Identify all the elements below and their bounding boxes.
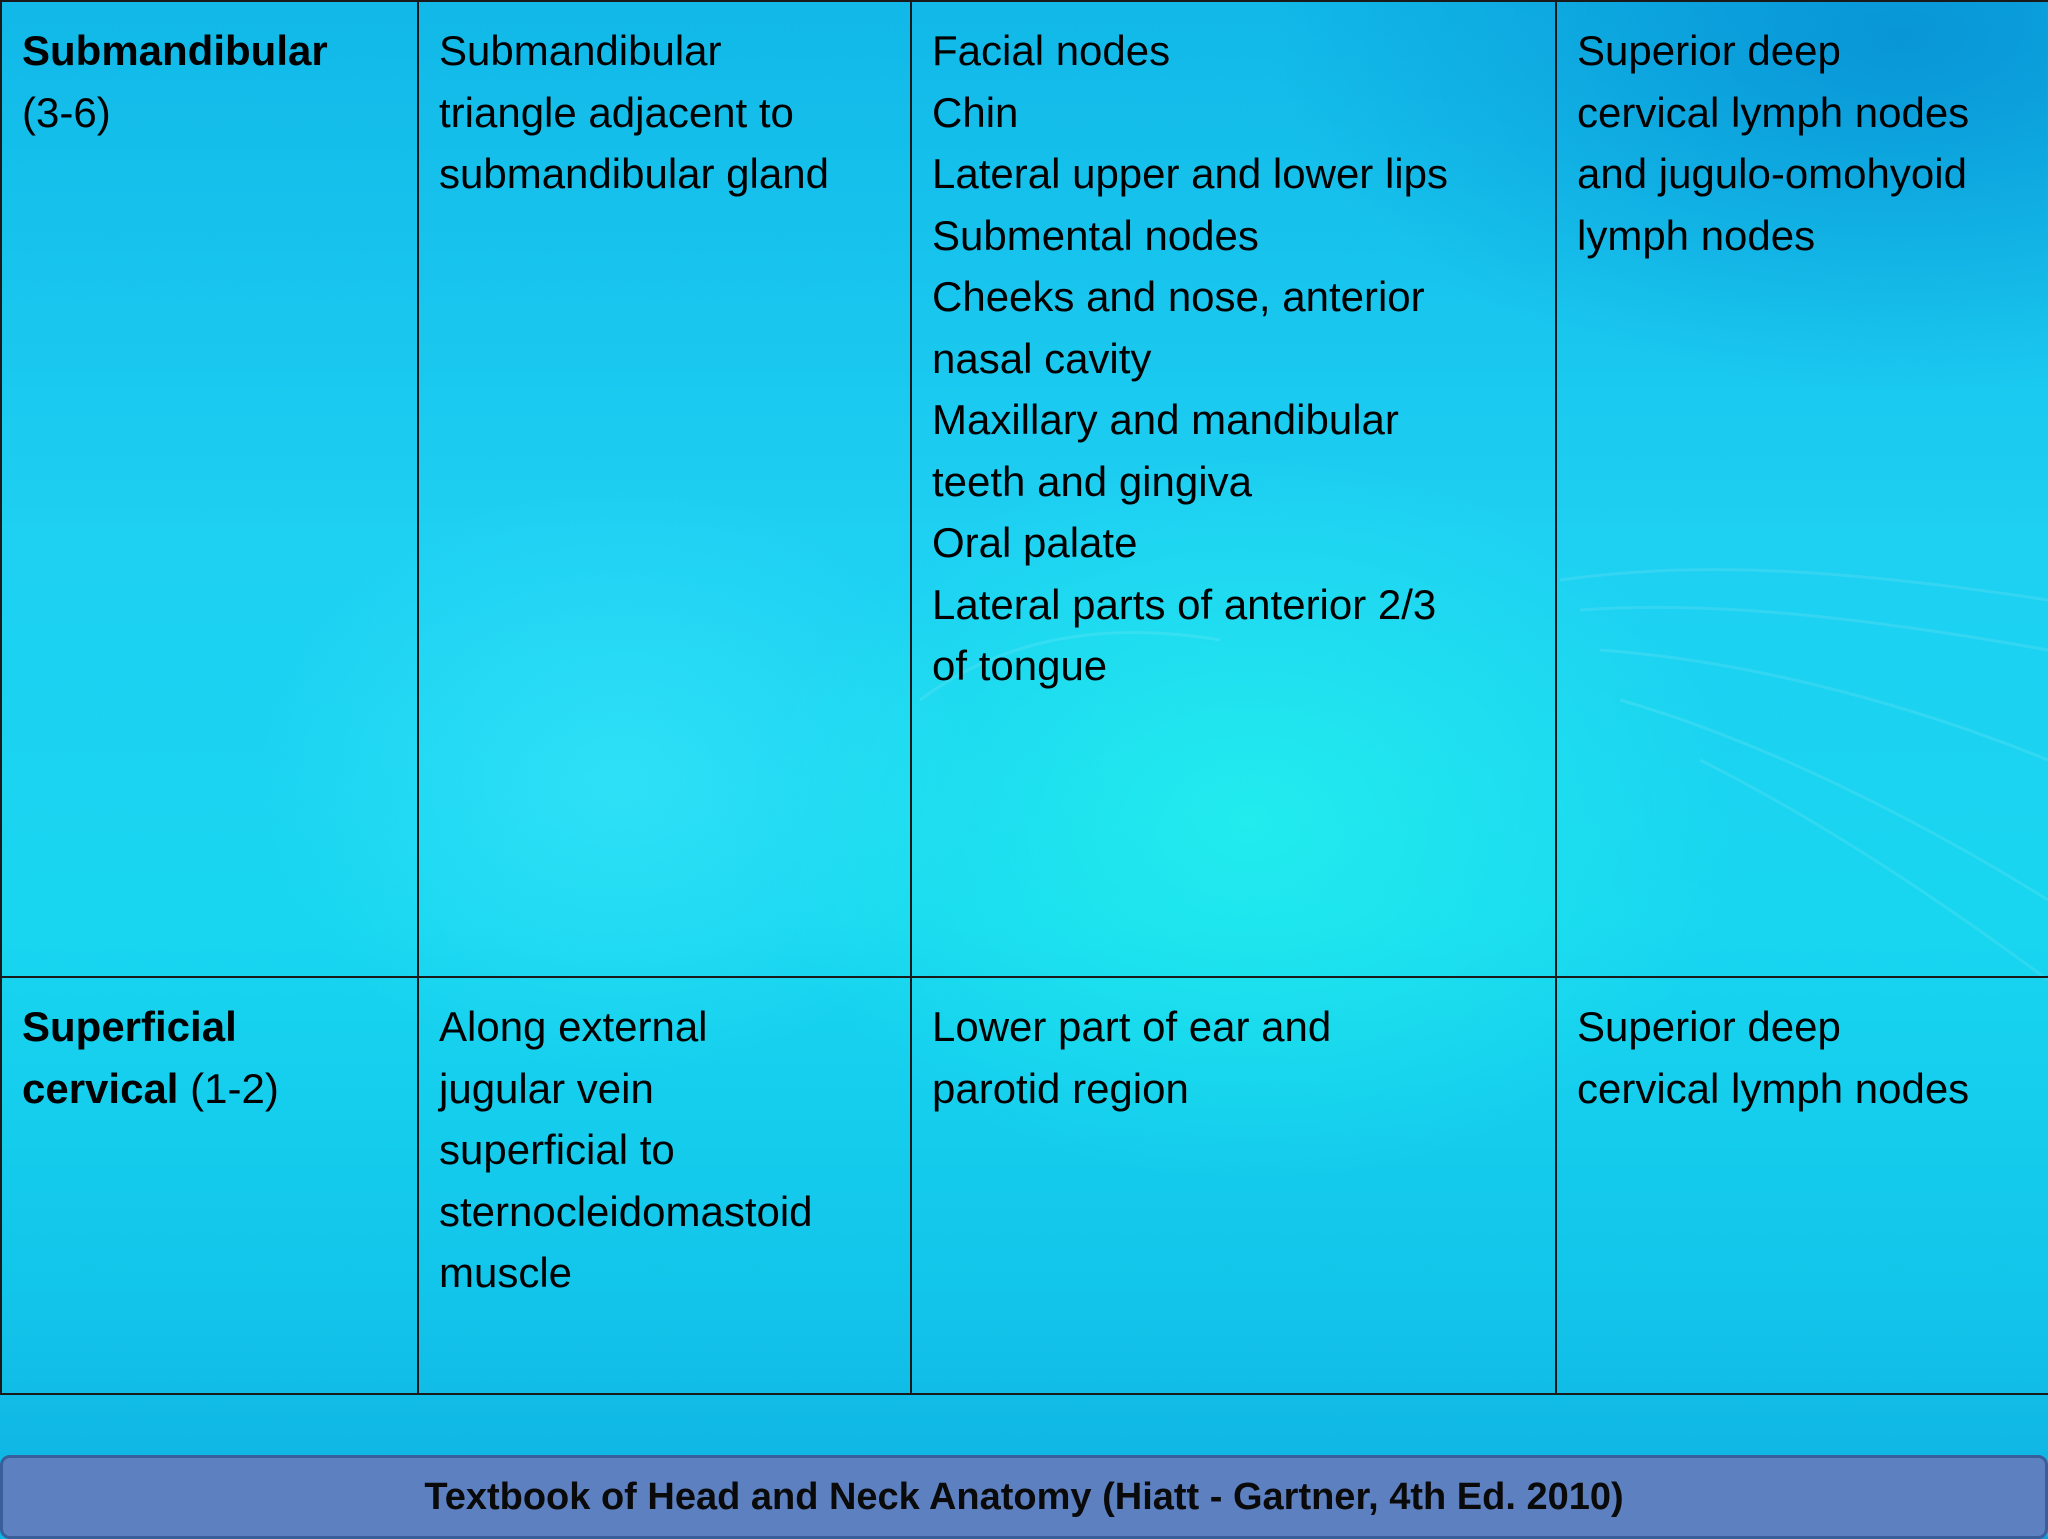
efferent-line: cervical lymph nodes	[1577, 1064, 1970, 1112]
location-line: Along external	[439, 1003, 708, 1050]
drainage-line: Facial nodes	[932, 27, 1171, 74]
table-row	[1, 977, 2048, 1394]
node-group-name: cervical	[22, 1064, 179, 1112]
drainage-line: Oral palate	[932, 519, 1138, 566]
node-count: (3-6)	[22, 88, 111, 136]
drainage-cell	[911, 1, 1556, 977]
drainage-line: Lateral parts of anterior 2/3	[932, 580, 1437, 628]
drainage-line: nasal cavity	[932, 334, 1152, 382]
drainage-line: Lateral upper and lower lips	[932, 150, 1448, 197]
node-count: (1-2)	[190, 1064, 279, 1112]
location-cell	[418, 977, 911, 1394]
efferent-line: lymph nodes	[1577, 211, 1816, 259]
efferent-line: Superior deep	[1577, 27, 1841, 74]
efferent-cell	[1556, 1, 2048, 977]
location-line: superficial to	[439, 1126, 675, 1173]
drainage-line: Lower part of ear and	[932, 1003, 1332, 1050]
location-line: muscle	[439, 1249, 573, 1296]
location-cell	[418, 1, 911, 977]
efferent-line: and jugulo-omohyoid	[1577, 150, 1967, 197]
drainage-line: Submental nodes	[932, 211, 1259, 259]
location-line: sternocleidomastoid	[439, 1187, 813, 1235]
drainage-line: Maxillary and mandibular	[932, 396, 1399, 443]
table-row	[1, 1, 2048, 977]
drainage-line: Cheeks and nose, anterior	[932, 273, 1425, 320]
drainage-cell	[911, 977, 1556, 1394]
location-line: jugular vein	[439, 1064, 654, 1112]
node-group-name: Superficial	[22, 1003, 237, 1050]
location-line: triangle adjacent to	[439, 88, 794, 136]
location-line: Submandibular	[439, 27, 722, 74]
citation-text: Textbook of Head and Neck Anatomy (Hiatt - Gartner, 4th Ed. 2010)	[424, 1475, 1624, 1518]
node-group-name: Submandibular	[22, 27, 328, 74]
node-group-cell	[1, 1, 418, 977]
citation-footer	[0, 1455, 2048, 1539]
drainage-line: parotid region	[932, 1064, 1189, 1112]
drainage-line: Chin	[932, 88, 1019, 136]
efferent-cell	[1556, 977, 2048, 1394]
drainage-line: of tongue	[932, 642, 1108, 689]
node-group-cell	[1, 977, 418, 1394]
efferent-line: cervical lymph nodes	[1577, 88, 1970, 136]
location-line: submandibular gland	[439, 150, 829, 197]
drainage-line: teeth and gingiva	[932, 457, 1252, 505]
efferent-line: Superior deep	[1577, 1003, 1841, 1050]
